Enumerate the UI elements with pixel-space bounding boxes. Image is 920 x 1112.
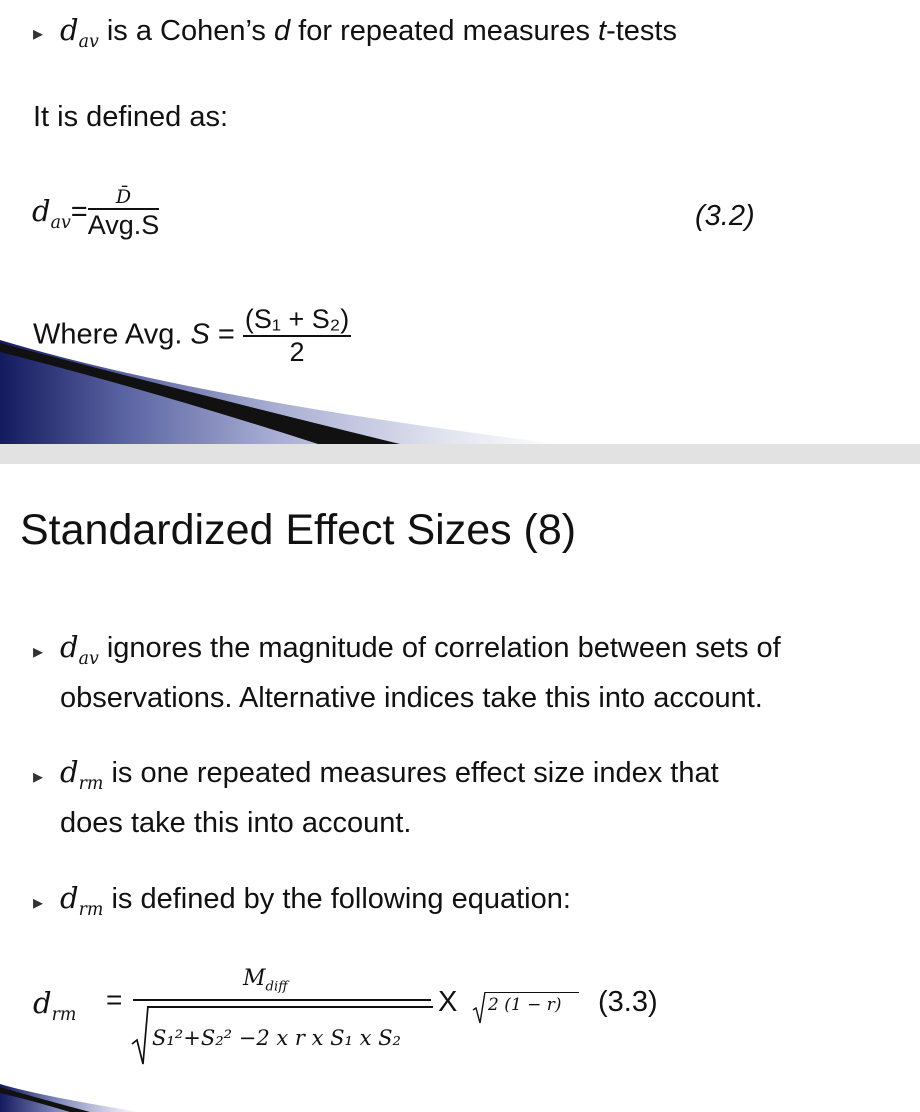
defined-as-text: It is defined as: [33,101,229,133]
eq3-number: (3.3) [598,986,658,1018]
eq3-root-content: 2 (1 − r) [488,995,562,1015]
equation-3-2: $d_{av}=$ $\frac{D̄}{\text{Avg.S}}$ [32,186,160,240]
eq1-lhs: $d_{av}$ [32,194,71,233]
eq3-fraction-line [133,999,431,1001]
eq3-equals: = [106,984,123,1015]
sqrt-overline [485,992,579,993]
avg-s-fraction: $\frac{\text{(S₁ + S₂)}}{2}$ [244,304,350,367]
bullet-triangle-icon: ▸ [33,892,44,914]
sqrt-icon [131,1004,149,1068]
bullet-triangle-icon: ▸ [33,23,44,45]
bullet-dav-ignores: $d_{av}$ ignores the magnitude of correlation between sets of observations. Alternative indices take this into account. [60,630,781,714]
drm-symbol: $d_{rm}$ [60,755,104,794]
bullet-drm-index: $d_{rm}$ is one repeated measures effect size index that does take this into account. [60,755,719,839]
bullet-drm-defined: $d_{rm}$ is defined by the following equation: [60,881,571,920]
eq3-denominator: S₁²+S₂² −2 x r x S₁ x S₂ [152,1026,401,1050]
decorative-wave [0,1082,920,1112]
eq3-lhs: $d_{rm}$ [33,986,77,1025]
eq3-times: X [438,986,458,1018]
bullet-triangle-icon: ▸ [33,766,44,788]
eq3-numerator: $M_{diff}$ [243,966,288,995]
eq1-fraction: $\frac{D̄}{\text{Avg.S}}$ [87,186,160,240]
bullet-triangle-icon: ▸ [33,641,44,663]
eq1-number: (3.2) [695,200,755,232]
decorative-wave [0,330,920,444]
slide-1 [0,0,920,444]
sqrt-overline [147,1006,433,1008]
dav-symbol: $d_{av}$ [60,13,99,52]
dav-symbol: $d_{av}$ [60,630,99,669]
slide-separator [0,444,920,464]
bullet-dav-definition: $d_{av}$ is a Cohen’s d for repeated measures t-tests [60,13,677,52]
drm-symbol: $d_{rm}$ [60,881,104,920]
slide-2 [0,464,920,1112]
sqrt-icon [472,990,486,1026]
where-avg-s: Where Avg. S = $\frac{\text{(S₁ + S₂)}}{2}$ [33,304,350,367]
slide-title: Standardized Effect Sizes (8) [20,506,577,554]
